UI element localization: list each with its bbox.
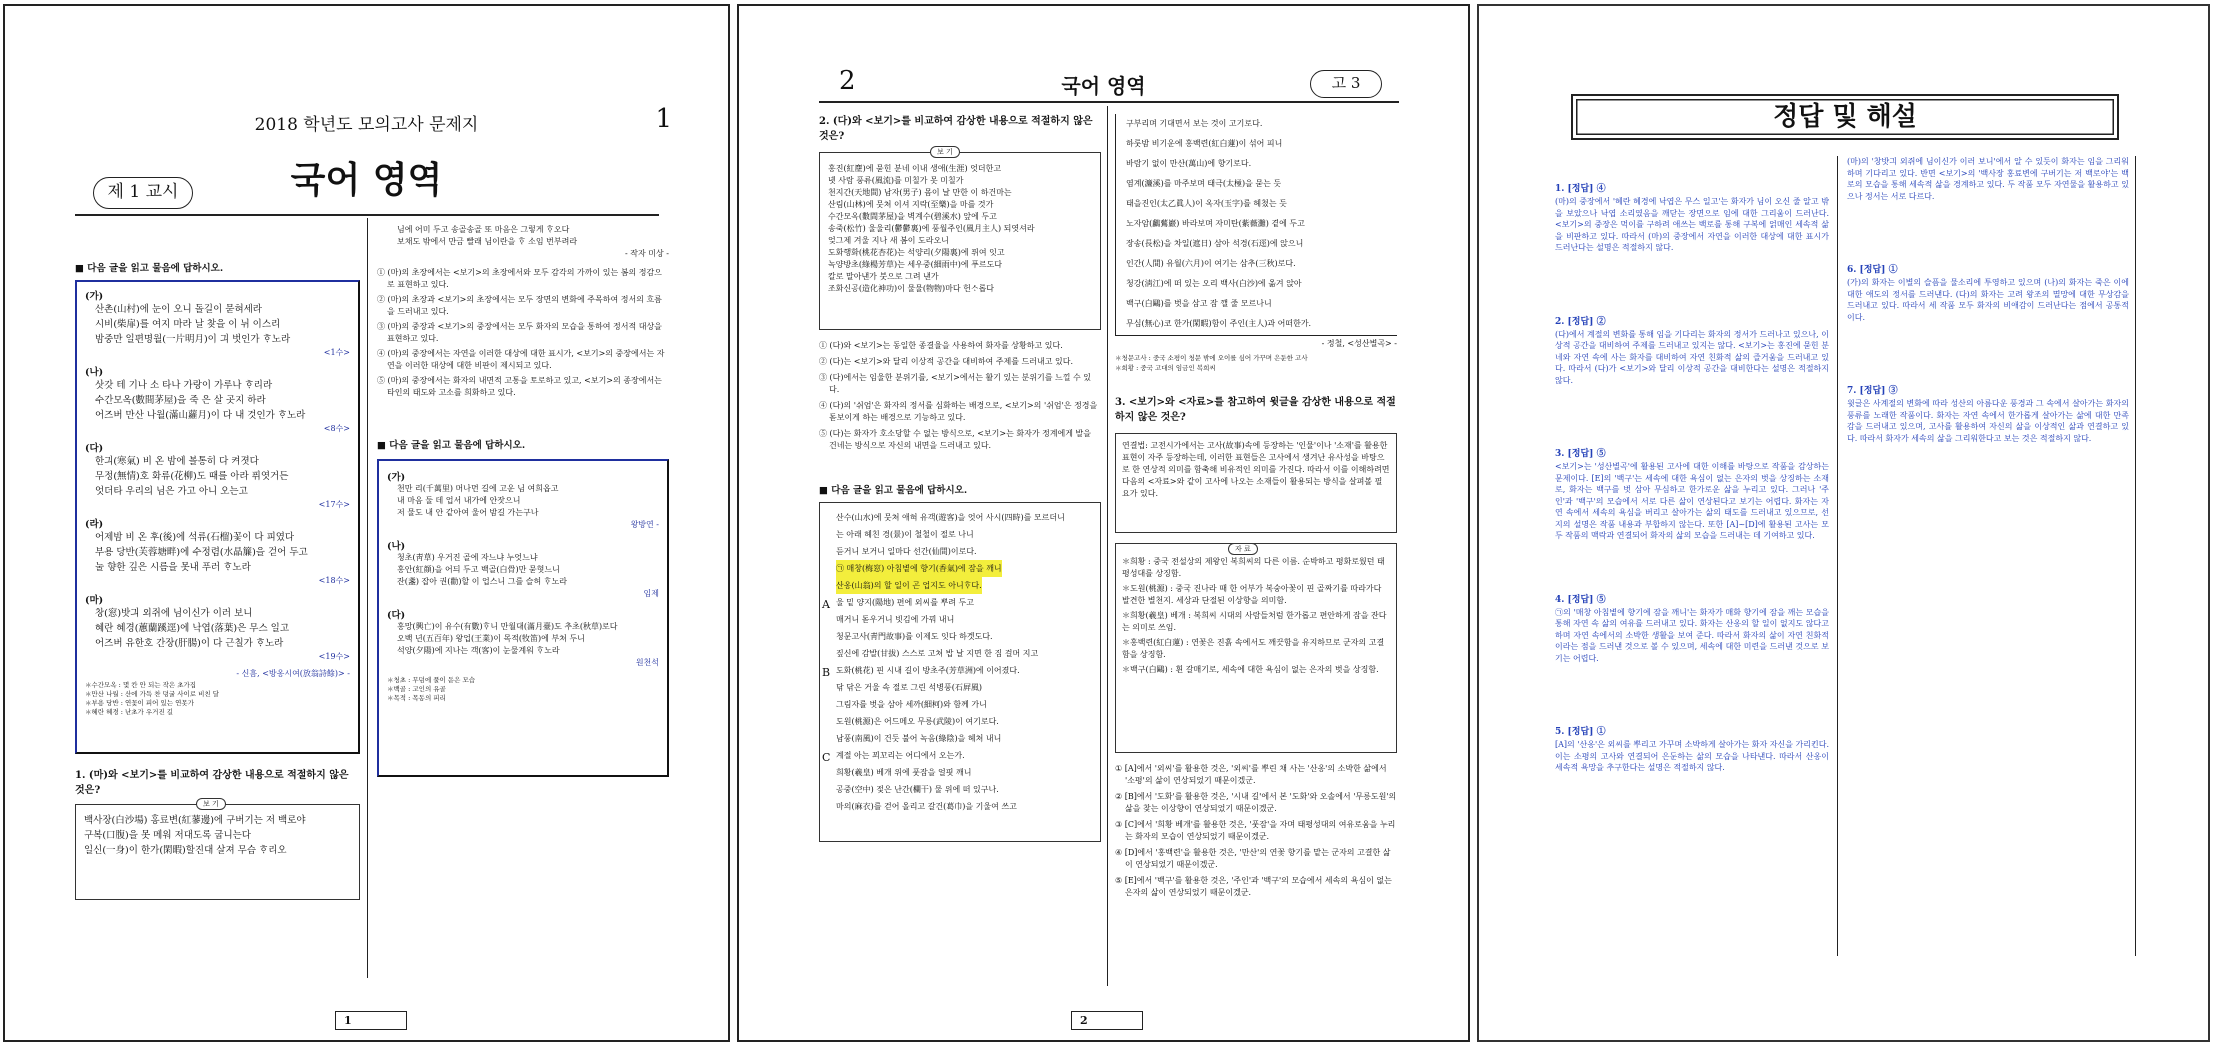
instruction: ■ 다음 글을 읽고 물음에 답하시오. [75,263,224,274]
poem-tag: <18수> [318,576,350,585]
poem-block [387,538,659,599]
footnote-list [1115,353,1397,373]
poem-tag: <17수> [318,500,350,509]
footnote: ＊만산 나월 : 산에 가득 찬 덩굴 사이로 비친 달 [85,690,220,698]
jaryo-text [1122,556,1390,676]
poem-block [85,364,350,434]
poem-author: 임제 [643,589,659,598]
answer-heading: 2. [정답] ② [1555,316,1606,327]
passage-line: 도화(桃花) 핀 시내 길이 방초주(芳草洲)에 이어졌다. [836,666,1020,675]
poem-author: 원천석 [635,658,659,667]
passage-text [836,509,1092,815]
bogi-line: 엊그제 겨울 지나 새 봄이 도라오니 [828,236,949,245]
passage-line: 하룻밤 비기운에 홍백련(紅白蓮)이 섞어 피니 [1126,139,1283,148]
answer-explanation: (다)에서 계절의 변화를 통해 임을 기다리는 화자의 정서가 드러나고 있으나, 이상적 공간을 대비하여 주제를 드러내고 있지는 않다. <보기>는 홍진에 묻힌 분네와 자연 속에 사는 화자를 대비하여 자연 친화적 삶의 즐거움을 드러내고 있다. 따라서 (다)가 <보기>와 달리 이상적 공간을 대비한다는 설명은 적절하지 않다. [1555,329,1829,385]
bogi-box [1115,433,1397,533]
answer-option: ⑤ (마)의 중장에서는 화자의 내면적 고통을 토로하고 있고, <보기>의 종장에서는 타인의 태도와 고소를 희화하고 있다. [377,376,662,397]
question-3-title: 3. <보기>와 <자료>를 참고하여 윗글을 감상한 내용으로 적절하지 않은 것은? [1115,397,1396,423]
poem-line: 부용 당반(芙蓉塘畔)에 수정렴(水晶簾)을 걷어 두고 [95,547,308,558]
poem-author: 왕방연 - [630,520,659,529]
footnote: ＊부용 당반 : 연꽃이 피어 있는 연못가 [85,699,194,707]
poem-line: 창(窓)밧긔 외쥐에 님이신가 이러 보니 [95,608,253,619]
bogi-line: 녯 사람 풍류(風流)를 미칠가 못 미칠가 [828,176,964,185]
poem-line: 밤중만 일편명월(一片明月)이 긔 벗인가 ᄒᆞ노라 [95,334,291,345]
passage-continuation [1115,114,1397,336]
section-bracket-c: C [822,751,831,764]
passage-citation: - 신흠, <방옹시여(放翁詩餘)> - [236,669,350,678]
subject-title: 국어 영역 [290,160,443,201]
jaryo-label: 자 료 [1228,543,1258,555]
passage-line: 무심(無心)코 한가(閑暇)함이 주인(主人)과 어떠한가. [1126,319,1312,328]
poem-label: (다) [387,610,406,621]
poem-block [85,440,350,510]
passage-line: 공중(空中) 젖은 난간(欄干) 물 위에 떠 있구나. [836,785,999,794]
exam-header-year: 2018 학년도 모의고사 문제지 [254,115,479,135]
bogi-line: 홍진(紅塵)에 묻힌 분네 이내 생애(生涯) 엇더한고 [828,164,1002,173]
answer-explanation: (마)의 중장에서 '혜란 혜경에 낙엽은 무스 일고'는 화자가 님이 오신 줄 알고 밖을 보았으나 낙엽 소리였음을 깨닫는 장면으로 임에 대한 그리움이 드러난다. <보기>의 중장은 먹이를 구하려 애쓰는 백로를 통해 구복에 얽매인 세속적 삶을 비판하고 있다. 따라서 (마)의 중장에서 자연을 이러한 대상에 대한 표시가 드러난다는 설명은 적절하지 않다. [1555,197,1829,252]
grade-badge: 고 3 [1310,70,1382,98]
answer-option: ⑤ [E]에서 '백구'를 활용한 것은, '주인'과 '백구'의 모습에서 세속의 욕심이 없는 은자의 삶이 연상되었기 때문이겠군. [1115,876,1392,897]
poem-label: (다) [85,443,104,454]
answer-heading: 3. [정답] ⑤ [1555,449,1606,459]
instruction: ■ 다음 글을 읽고 물음에 답하시오. [819,485,968,496]
answer-option: ① (다)와 <보기>는 동일한 종결율을 사용하여 화자를 상황하고 있다. [819,341,1063,350]
poem-line: 시비(柴扉)를 여지 마라 날 찾을 이 뉘 이스리 [95,319,281,330]
question-3-options [1115,763,1397,899]
bogi-line: 칼로 말아낸가 붓으로 그려 낸가 [828,272,939,281]
footnote-list [85,681,350,717]
exam-page-1 [3,4,730,1042]
answer-option: ④ [D]에서 '홍백련'을 활용한 것은, '만산'의 연꽃 향기를 맡는 군자의 고결한 삶이 연상되었기 때문이겠군. [1115,848,1391,869]
passage-line: 희황(羲皇) 베개 위에 풋잠을 얼핏 깨니 [836,768,972,777]
bogi-text: 연결법: 고전시가에서는 고사(故事)속에 등장하는 '인물'이나 '소재'를 활용한 표현이 자주 등장하는데, 이러한 표현들은 고사에서 생겨난 유사성을 바탕으로 한 연상적 의미를 함축해 비유적인 의미를 가진다. 따라서 이를 이해하려면 다음의 <자료>와 같이 고사에 나오는 소재들이 활용되는 방식을 살펴볼 필요가 있다. [1122,441,1390,498]
subject-title: 국어 영역 [1061,74,1146,98]
bogi-label: 보 기 [930,146,960,158]
poem-line: 홍안(紅顔)을 어듸 두고 백골(白骨)만 묻혓느니 [397,565,560,574]
answer-item [1555,592,1829,665]
footnote: ＊백골 : 고인의 유골 [387,685,446,693]
column-divider [367,218,368,978]
passage-line: 짚신에 감발(甘拔) 스스로 고쳐 밥 날 지면 한 짐 걸머 지고 [836,649,1039,658]
footnote: ＊목적 : 목동의 피리 [387,694,446,702]
bogi-line: 도화행화(桃花杏花)는 석양리(夕陽裏)에 퓌여 잇고 [828,248,1005,257]
footer-number-text: 1 [344,1014,352,1027]
passage-line: 구부리며 기대면서 보는 것이 고기로다. [1126,119,1263,128]
poem-list-2 [387,469,659,668]
poem-line: 저 물도 내 안 같아여 울어 밤길 가는구나 [397,508,539,517]
passage-line: 바람기 없이 만산(萬山)에 향기로다. [1126,159,1252,168]
poem-block [387,469,659,530]
poem-line: 보채도 밖에서 만금 빨래 님이란을 ᄒᆞ 소임 번부려라 [397,237,578,246]
bogi-text [84,813,351,858]
answer-heading: 4. [정답] ⑤ [1555,594,1606,605]
header-rule [75,214,659,216]
answer-item [1847,383,2129,444]
poem-line: 어즈버 유한호 간장(肝腸)이 다 근칠가 ᄒᆞ노라 [95,638,284,649]
answer-option: ① (마)의 초장에서는 <보기>의 초장에서와 모두 감각의 가까이 있는 봄의 정감으로 표현하고 있다. [377,268,662,289]
poem-label: (나) [387,541,406,552]
column-divider [1837,156,1838,956]
answer-option: ② [B]에서 '도화'를 활용한 것은, '시내 길'에서 본 '도화'와 오솔에서 '무릉도원'의 삶을 찾는 이상향이 연상되었기 때문이겠군. [1115,792,1397,813]
answer-item [1555,181,1829,254]
passage-box-2 [377,459,669,777]
passage-line: 듣거니 보거니 일마다 선간(仙間)이로다. [836,547,977,556]
question-2-options [819,340,1101,452]
passage-box [75,280,360,754]
poem-line: 청초(靑草) 우거진 골에 자느냐 누엇느냐 [397,553,538,562]
exam-page-2 [737,4,1470,1042]
answer-option: ⑤ (다)는 화자가 호소당할 수 없는 방식으로, <보기>는 화자가 정계에게 발을 건네는 방식으로 자신의 내면을 드러내고 있다. [819,429,1092,450]
bogi-line: 수간모옥(數間茅屋)을 벽계수(碧溪水) 앞에 두고 [828,212,997,221]
poem-line: 한긔(寒氣) 비 온 밤에 볼통히 다 켜졋다 [95,456,259,467]
answer-heading: 5. [정답] ① [1555,727,1606,737]
passage-line: 도원(桃源)은 어드메오 무릉(武陵)이 여기로다. [836,717,999,726]
bogi-box [819,148,1101,330]
passage-line: 염계(濂溪)를 마주보며 태극(太極)을 묻는 듯 [1126,179,1282,188]
poem-line: 산촌(山村)에 눈이 오니 돌길이 묻혀세라 [95,304,262,315]
answer-option: ④ (마)의 중장에서는 자연을 이러한 대상에 대한 표시가, <보기>의 중장에서는 자연을 이러한 대상에 대한 비판이 제시되고 있다. [377,349,665,370]
footnote: ＊희황 : 중국 고대의 임금인 복희씨 [1115,364,1216,372]
answer-heading: 7. [정답] ③ [1847,386,1898,396]
passage-line: 노자암(鸕鶿巖) 바라보며 자미탄(紫薇灘) 곁에 두고 [1126,219,1305,228]
answer-item [1555,724,1829,774]
answer-heading: 6. [정답] ① [1847,265,1898,275]
answer-option: ③ (다)에서는 임울한 분위기를, <보기>에서는 활기 있는 분위기를 느낄 수 있다. [819,373,1092,394]
jaryo-item: ＊도원(桃源) : 중국 진나라 때 한 어부가 복숭아꽃이 핀 골짜기를 따라가다 발견한 별천지. 세상과 단절된 이상향을 의미함. [1122,584,1382,605]
answer-explanation: <보기>는 '성산별곡'에 활용된 고사에 대한 이해를 바탕으로 작품을 감상하는 문제이다. [E]의 '백구'는 세속에 대한 욕심이 없는 은자의 벗을 상징하는 소재로, 화자는 백구를 벗 삼아 무심하고 한가로운 삶을 누리고 있다. 그러나 '주인'과 '백구'의 모습에서 서로 다른 삶이 연상된다고 보기는 어렵다. 화자는 자연 속에서 세속의 욕심을 버리고 살아가는 삶의 태도를 드러내고 있으므로, 선지의 설명은 작품 내용과 부합하지 않는다. 또한 [A]~[D]에 활용된 고사는 모두 작품의 맥락과 연결되어 화자의 삶의 모습을 드러내는 데 기여하고 있다. [1555,462,1829,540]
answer-option: ② (다)는 <보기>와 달리 이상적 공간을 대비하여 주제를 드러내고 있다. [819,357,1074,366]
jaryo-item: ＊홍백련(紅白蓮) : 연꽃은 진흙 속에서도 깨끗함을 유지하므로 군자의 고결함을 상징함. [1122,638,1385,659]
answers-right-column [1847,156,2129,956]
page-footer-number [1071,1011,1143,1030]
question-1-options [377,267,669,399]
answer-item [1555,314,1829,387]
page-number: 1 [655,104,672,134]
bogi-line: 녹양방초(綠楊芳草)는 세우중(細雨中)에 푸르도다 [828,260,1003,269]
page-number: 2 [839,66,856,96]
poem-line: 혜란 혜경(蕙蘭蹊逕)에 낙엽(落葉)은 무스 일고 [95,623,290,634]
poem-citation: - 작자 미상 - [625,249,669,258]
poem-line: 눌 향한 깊은 시름을 못내 푸러 ᄒᆞ노라 [95,562,251,573]
passage-line: 는 아래 헤친 경(景)이 철철이 절로 나니 [836,530,974,539]
section-bracket-b: B [822,666,831,679]
question-1-title: 1. (마)와 <보기>를 비교하여 감상한 내용으로 적절하지 않은 것은? [75,770,349,796]
poem-label: (라) [85,519,104,530]
section-bracket-a: A [822,598,830,611]
answer-heading: 1. [정답] ④ [1555,184,1606,194]
instruction-2: ■ 다음 글을 읽고 물음에 답하시오. [377,440,526,451]
bogi-box [75,800,360,900]
page-footer-number [335,1011,407,1030]
poem-tag: <19수> [318,652,350,661]
poem-line: 어즈버 만산 나월(滿山蘿月)이 다 내 것인가 ᄒᆞ노라 [95,410,306,421]
passage-line: 백구(白鷗)를 벗을 삼고 잠 깰 줄 모르나니 [1126,299,1272,308]
jaryo-box [1115,543,1397,753]
passage-line: 청강(淸江)에 떠 있는 오리 백사(白沙)에 옮겨 앉아 [1126,279,1302,288]
right-column [377,224,669,984]
passage-box [819,502,1101,842]
poem-tag: <1수> [323,348,350,357]
passage-line: 울 밑 양지(陽地) 편에 외씨를 뿌려 두고 [836,598,974,607]
bogi-label: 보 기 [196,798,226,810]
answer-title: 정답 및 해설 [1571,94,2119,140]
poem-line: 내 마음 둘 데 업서 내가에 안잣으니 [397,496,521,505]
answer-item [1847,262,2129,323]
right-column [1115,114,1397,994]
passage-line: 산옹(山翁)의 할 일이 곤 업지도 아니ᄒᆞ다. [836,577,982,594]
period-badge: 제 1 교시 [93,177,193,209]
column-divider [1107,106,1108,986]
bogi-line: 일신(一身)이 한가(閑暇)할진대 살져 무슴 ᄒᆞ리오 [84,845,287,856]
jaryo-item: ＊희황 : 중국 전설상의 제왕인 복희씨의 다른 이름. 순박하고 평화로웠던 태평성대를 상징함. [1122,557,1385,578]
bogi-line: 산림(山林)에 뭇쳐 이셔 지락(至樂)을 마를 것가 [828,200,994,209]
question-2-title: 2. (다)와 <보기>를 비교하여 감상한 내용으로 적절하지 않은 것은? [819,116,1093,142]
answer-item [1555,446,1829,542]
passage-line: 마의(麻衣)를 걷어 올리고 갈건(葛巾)을 기울여 쓰고 [836,802,1017,811]
passage-line: 인간(人間) 유월(六月)이 여기는 삼추(三秋)로다. [1126,259,1296,268]
answer-page [1477,4,2210,1042]
passage-line: 청문고사(靑門故事)를 이제도 잇다 하겟도다. [836,632,993,641]
passage-text-continued [1126,114,1391,334]
right-rule [2135,156,2136,956]
passage-line: 매거니 돋우거니 빗김에 가꿔 내니 [836,615,955,624]
answer-option: ① [A]에서 '외씨'를 활용한 것은, '외씨'를 뿌린 채 사는 '산옹'의 소박한 삶에서 '소평'의 삶이 연상되었기 때문이겠군. [1115,764,1387,785]
poem-line: 잔(盞) 잡아 권(勸)할 이 업스니 그를 슬허 ᄒᆞ노라 [397,577,567,586]
poem-line: 삿갓 테 기나 소 타나 가랑이 가루나 ᄒᆞ리라 [95,380,273,391]
poem-list [85,288,350,662]
poem-label: (나) [85,367,104,378]
answer-option: ④ (다)의 '쉬엄'은 화자의 정서를 심화하는 배경으로, <보기>의 '쉬엄'은 정경을 돋보이게 하는 배경으로 기능하고 있다. [819,401,1098,422]
answer-explanation: ㉠의 '매창 아침볕에 향기에 잠을 깨니'는 화자가 매화 향기에 잠을 깨는 모습을 통해 자연 속 삶의 여유를 드러내고 있다. 화자는 산옹의 할 일이 없지도 않다고 하며 자연 속에서의 소박한 생활을 보여 준다. 따라서 화자의 삶이 자연 친화적이라는 점을 드러낸 것으로 볼 수 있으며, 세속에 대한 미련을 드러낸 것으로 보기는 어렵다. [1555,607,1829,663]
poem-line: 석양(夕陽)에 지나는 객(客)이 눈물계워 ᄒᆞ노라 [397,646,560,655]
passage-line: 닦 닦은 거울 속 절로 그린 석병풍(石屛風) [836,683,982,692]
footnote: ＊수간모옥 : 몇 칸 안 되는 작은 초가집 [85,681,197,689]
footnote: ＊혜란 혜경 : 난초가 우거진 길 [85,708,174,716]
poem-block [387,607,659,668]
passage-line: 그림자를 벗을 삼아 세까(細柯)와 함께 가니 [836,700,987,709]
poem-line: 오백 년(五百年) 왕업(王業)이 목적(牧笛)에 부쳐 두니 [397,634,585,643]
poem-label: (마) [85,595,104,606]
passage-line: ㉠ 매창(梅窓) 아침볕에 향기(香氣)에 잠을 깨니 [836,560,1002,577]
answer-option: ③ [C]에서 '희황 베개'를 활용한 것은, '풋잠'을 자며 태평성대의 여유로움을 누리는 화자의 모습이 연상되었기 때문이겠군. [1115,820,1396,841]
answer-explanation: 윗글은 사계절의 변화에 따라 성산의 아름다운 풍경과 그 속에서 살아가는 화자의 풍류를 노래한 작품이다. 화자는 자연 속에서 한가롭게 살아가는 삶에 대한 만족감을 드러내고 있으며, 고사를 활용하여 자신의 삶을 이상적인 삶과 연결하고 있다. 따라서 화자가 세속의 삶을 그리워한다고 보는 것은 적절하지 않다. [1847,399,2129,443]
poem-tag: <8수> [323,424,350,433]
poem-line: 홍망(興亡)이 유수(有數)ᄒᆞ니 만월대(滿月臺)도 추초(秋草)로다 [397,622,618,631]
footer-number-text: 2 [1080,1014,1088,1027]
left-column [75,256,360,986]
answer-option: ③ (마)의 중장과 <보기>의 중장에서는 모두 화자의 모습을 통하여 정서적 대상을 표현하고 있다. [377,322,662,343]
bogi-line: 송죽(松竹) 울울리(鬱鬱裏)에 풍월주인(風月主人) 되엿셔라 [828,224,1035,233]
poem-line: 수간모옥(數間茅屋)을 죽 은 살 곳지 하라 [95,395,266,406]
poem-block [85,516,350,586]
poem-line: 어제밤 비 온 후(後)에 석류(石榴)꽃이 다 피였다 [95,532,295,543]
jaryo-item: ＊희황(羲皇) 베개 : 복희씨 시대의 사람들처럼 한가롭고 편안하게 잠을 잔다는 의미로 쓰임. [1122,611,1387,632]
left-column [819,114,1101,994]
answer-item [1847,156,2129,202]
passage-line: 태을진인(太乙眞人)이 옥자(玉字)를 헤쳤는 듯 [1126,199,1287,208]
poem-label: (가) [387,472,406,483]
bogi-text [828,163,1092,295]
poem-label: (가) [85,291,104,302]
footnote: ＊청초 : 무덤에 풀이 돋은 모습 [387,676,476,684]
bogi-line: 천지간(天地間) 남자(男子) 몸이 날 만한 이 하건마는 [828,188,1012,197]
poem-block [85,288,350,358]
passage-line: 계절 아는 꾀꼬리는 어디에서 오는가. [836,751,965,760]
bogi-line: 조화신공(造化神功)이 물물(物物)마다 헌ᄉᆞ롭다 [828,284,995,293]
poem-continuation [377,224,669,248]
bogi-line: 구복(口腹)을 못 메워 저대도록 굽니는다 [84,830,251,841]
passage-line: 장송(長松)을 차일(遮日) 삼아 석경(石逕)에 앉으니 [1126,239,1304,248]
poem-block [85,592,350,662]
passage-line: 산수(山水)에 뭇쳐 애혀 유객(遊客)을 엇어 사시(四時)를 모르더니 [836,513,1065,522]
passage-citation: - 정철, <성산별곡> - [1321,339,1397,348]
answer-option: ② (마)의 초장과 <보기>의 초장에서는 모두 장면의 변화에 주목하여 정서의 흐름을 드러내고 있다. [377,295,662,316]
poem-line: 무정(無情)호 화류(花柳)도 때를 아라 퓌엿거든 [95,471,289,482]
answer-explanation: (마)의 '창밧긔 외쥐에 님이신가 이러 보니'에서 알 수 있듯이 화자는 임을 그리워하며 기다리고 있다. 반면 <보기>의 '백사장 홍료변에 구버기는 저 백로야'는 백로의 모습을 통해 세속적 삶을 경계하고 있다. 두 작품 모두 자연물을 활용하고 있으나 정서는 서로 다르다. [1847,157,2129,201]
answer-explanation: [A]의 '산옹'은 외씨를 뿌리고 가꾸며 소박하게 살아가는 화자 자신을 가리킨다. 이는 소평의 고사와 연결되어 은둔하는 삶의 모습을 나타낸다. 따라서 산옹이 세속적 욕망을 추구한다는 설명은 적절하지 않다. [1555,740,1829,772]
answer-explanation: (가)의 화자는 이별의 슬픔을 물소리에 투영하고 있으며 (나)의 화자는 죽은 이에 대한 애도의 정서를 드러낸다. (다)의 화자는 고려 왕조의 멸망에 대한 무상감을 드러내고 있다. 따라서 세 작품 모두 화자의 비애감이 드러난다는 점에서 공통적이다. [1847,278,2129,322]
jaryo-item: ＊백구(白鷗) : 흰 갈매기로, 세속에 대한 욕심이 없는 은자의 벗을 상징함. [1122,665,1379,674]
footnote-list-2 [387,676,659,703]
passage-line: 남풍(南風)이 건듯 불어 녹음(綠陰)을 헤쳐 내니 [836,734,1002,743]
answers-left-column [1555,171,1829,971]
header-rule [819,101,1399,103]
poem-line: 천만 리(千萬里) 머나먼 길에 고운 님 여희옵고 [397,484,559,493]
poem-line: 님에 어미 두고 송골송골 또 마음은 그렇게 ᄒᆞ오다 [397,225,570,234]
footnote: ＊청문고사 : 중국 소평이 청문 밖에 오이를 심어 가꾸며 은둔한 고사 [1115,354,1308,362]
poem-line: 엇더타 우리의 님은 가고 아니 오는고 [95,486,248,497]
bogi-line: 백사장(白沙場) 홍료변(紅蓼邊)에 구버기는 저 백로야 [84,815,306,826]
